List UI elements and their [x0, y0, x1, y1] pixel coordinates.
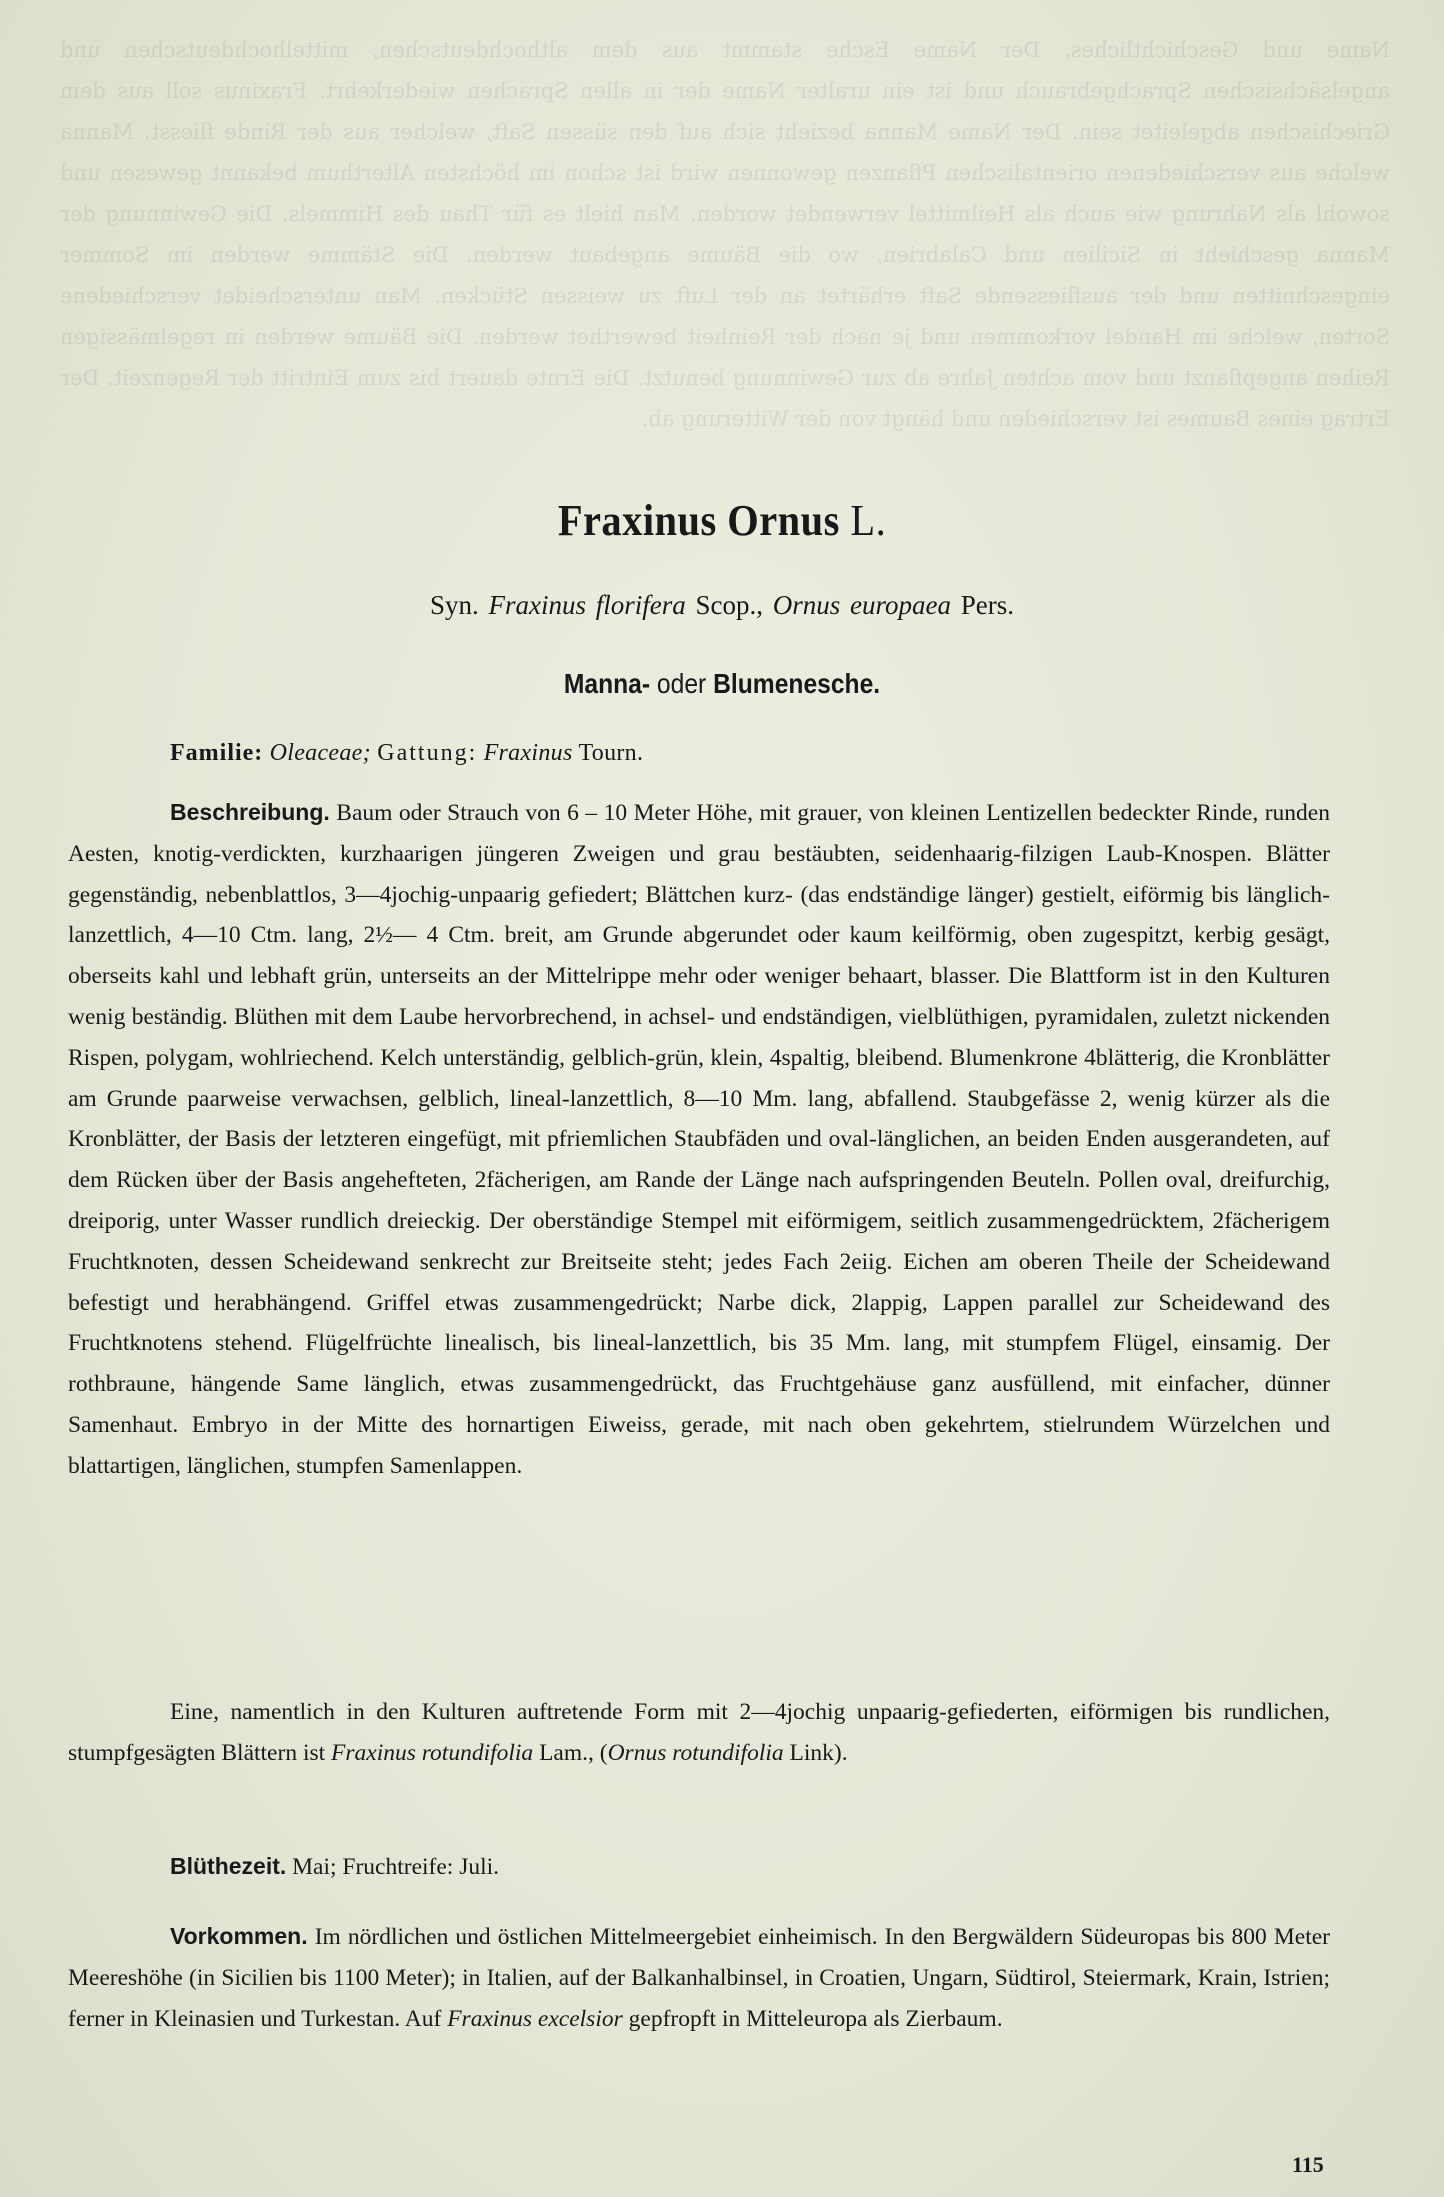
occurrence-text-2: gepfropft in Mitteleuropa als Zierbaum. — [628, 2005, 1003, 2032]
page-title — [58, 495, 1386, 546]
family-label: Familie: — [170, 740, 264, 766]
synonym-author-1: Scop., — [695, 590, 764, 620]
bleed-through-texture: Name und Geschichtliches. Der Name Esche stammt aus dem althochdeutschen, mittelhochdeutschen und angelsächsischen Sprachgebrauch und ist ein uralter Name der in allen Sprachen wiederkehrt. Fraxinus soll aus dem Griechischen abgeleitet sein. Der Name Manna bezieht sich auf den süssen Saft, welcher aus der Rinde fliesst. Manna welche aus verschiedenen orientalischen Pflanzen gewonnen wird ist schon im höchsten Alterthum bekannt gewesen und sowohl als Nahrung wie auch als Heilmittel verwendet worden. Man hielt es für Thau des Himmels. Die Gewinnung der Manna geschieht in Sicilien und Calabrien, wo die Bäume angebaut werden. Die Stämme werden im Sommer eingeschnitten und der ausfliessende Saft erhärtet an der Luft zu weissen Stücken. Man unterscheidet verschiedene Sorten, welche im Handel vorkommen und je nach der Reinheit bewerthet werden. Die Bäume werden in regelmässigen Reihen angepflanzt und vom achten Jahre ab zur Gewinnung benutzt. Die Ernte dauert bis zum Eintritt der Regenzeit. Der Ertrag eines Baumes ist verschieden und hängt von der Witterung ab. — [60, 38, 1390, 431]
common-name-part-1: Manna- — [563, 668, 651, 699]
synonym-name-2: Ornus europaea — [772, 590, 952, 620]
genus-label: Gattung: — [377, 740, 478, 766]
form-text-2: Lam., ( — [539, 1739, 608, 1766]
species-name: Fraxinus Ornus — [557, 496, 840, 545]
page-number: 115 — [1292, 2152, 1324, 2177]
form-text-1: Eine, namentlich in den Kulturen auftretende Form mit 2—4jochig unpaarig-gefiederten, eiförmigen bis rundlichen, stumpfgesägten Blättern ist — [68, 1699, 1330, 1766]
genus-value: Fraxinus — [483, 740, 573, 766]
family-value: Oleaceae; — [269, 740, 371, 766]
occurrence-paragraph — [68, 1916, 1330, 2039]
form-name-1: Fraxinus rotundifolia — [331, 1739, 534, 1766]
synonym-author-2: Pers. — [960, 590, 1015, 620]
common-name-part-2: oder — [656, 668, 707, 699]
synonym-prefix: Syn. — [429, 590, 479, 620]
form-text-3: Link). — [789, 1739, 848, 1766]
flowering-text: Mai; Fruchtreife: Juli. — [292, 1854, 500, 1880]
description-text: Baum oder Strauch von 6 – 10 Meter Höhe, mit grauer, von kleinen Lentizellen bedeckter Rinde, runden Aesten, knotig-verdickten, kurzhaarigen jüngeren Zweigen und grau bestäubten, seidenhaarig-filzigen Laub-Knospen. Blätter gegenständig, nebenblattlos, 3—4jochig-unpaarig gefiedert; Blättchen kurz- (das endständige länger) gestielt, eiförmig bis länglich-lanzettlich, 4—10 Ctm. lang, 2½— 4 Ctm. breit, am Grunde abgerundet oder kaum keilförmig, oben zugespitzt, kerbig gesägt, oberseits kahl und lebhaft grün, unterseits an der Mittelrippe mehr oder weniger behaart, blasser. Die Blattform ist in den Kulturen wenig beständig. Blüthen mit dem Laube hervorbrechend, in achsel- und endständigen, vielblüthigen, pyramidalen, zuletzt nickenden Rispen, polygam, wohlriechend. Kelch unterständig, gelblich-grün, klein, 4spaltig, bleibend. Blumenkrone 4blätterig, die Kronblätter am Grunde paarweise verwachsen, gelblich, lineal-lanzettlich, 8—10 Mm. lang, abfallend. Staubgefässe 2, wenig kürzer als die Kronblätter, der Basis der letzteren eingefügt, mit pfriemlichen Staubfäden und oval-länglichen, an beiden Enden ausgerandeten, auf dem Rücken über der Basis angehefteten, 2fächerigen, am Rande der Länge nach aufspringenden Beuteln. Pollen oval, dreifurchig, dreiporig, unter Wasser rundlich dreieckig. Der oberständige Stempel mit eiförmigem, seitlich zusammengedrücktem, 2fächerigem Fruchtknoten, dessen Scheidewand senkrecht zur Breitseite steht; jedes Fach 2eiig. Eichen am oberen Theile der Scheidewand befestigt und herabhängend. Griffel etwas zusammengedrückt; Narbe dick, 2lappig, Lappen parallel zur Scheidewand des Fruchtknotens stehend. Flügelfrüchte linealisch, bis lineal-lanzettlich, bis 35 Mm. lang, mit stumpfem Flügel, einsamig. Der rothbraune, hängende Same länglich, etwas zusammengedrückt, das Fruchtgehäuse ganz ausfüllend, mit einfacher, dünner Samenhaut. Embryo in der Mitte des hornartigen Eiweiss, gerade, mit nach oben gekehrtem, stielrundem Würzelchen und blattartigen, länglichen, stumpfen Samenlappen. — [68, 800, 1330, 1479]
description-lead: Beschreibung. — [170, 799, 330, 825]
form-paragraph — [68, 1692, 1330, 1774]
species-author: L. — [850, 496, 887, 545]
occurrence-name: Fraxinus excelsior — [447, 2005, 623, 2032]
common-name-part-3: Blumenesche. — [713, 668, 881, 699]
flowering-paragraph — [68, 1846, 1330, 1888]
flowering-lead: Blüthezeit. — [170, 1853, 287, 1879]
occurrence-lead: Vorkommen. — [170, 1923, 308, 1949]
genus-author: Tourn. — [578, 740, 644, 766]
occurrence-text-1: Im nördlichen und östlichen Mittelmeergebiet einheimisch. In den Bergwäldern Südeuropas bis 800 Meter Meereshöhe (in Sicilien bis 1100 Meter); in Italien, auf der Balkanhalbinsel, in Croatien, Ungarn, Südtirol, Steiermark, Krain, Istrien; ferner in Kleinasien und Turkestan. Auf — [68, 1924, 1330, 2032]
family-line — [170, 740, 643, 767]
synonym-name-1: Fraxinus florifera — [488, 590, 686, 620]
description-paragraph — [68, 792, 1330, 1487]
common-name — [87, 668, 1358, 700]
synonym-line — [0, 590, 1444, 621]
form-name-2: Ornus rotundifolia — [607, 1739, 784, 1766]
